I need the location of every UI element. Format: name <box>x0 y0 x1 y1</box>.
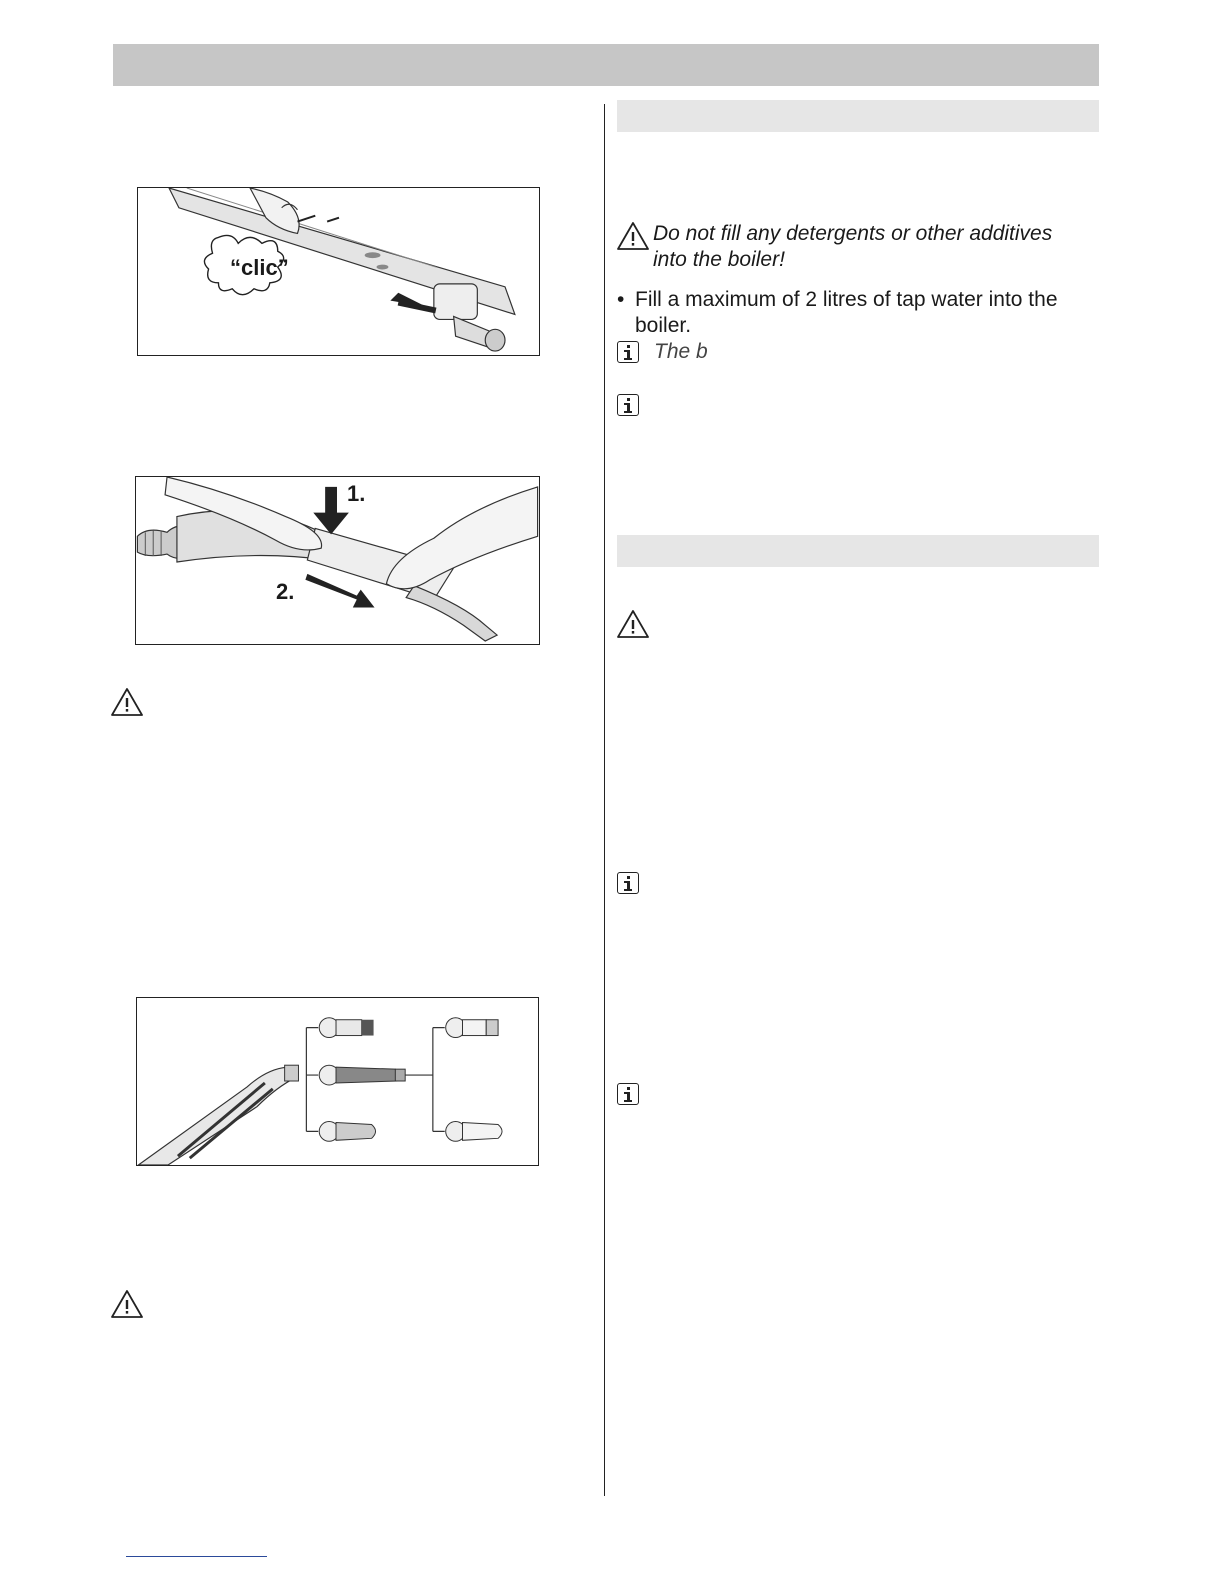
figure-tube-attach-clic <box>137 187 540 356</box>
warning-icon <box>110 1289 144 1319</box>
warning-icon <box>110 687 144 717</box>
tube-attach-illustration <box>138 188 539 355</box>
nozzle-attachments-illustration <box>137 998 538 1165</box>
fill-instruction-line1: Fill a maximum of 2 litres of tap water into the <box>635 288 1058 311</box>
info-icon <box>617 341 639 363</box>
footer-link-underline[interactable] <box>126 1556 267 1557</box>
info-icon <box>617 872 639 894</box>
bullet-marker: • <box>617 288 625 311</box>
step-1-label: 1. <box>347 481 366 506</box>
warning-icon <box>616 609 650 639</box>
figure-nozzle-attachments <box>136 997 539 1166</box>
tube-release-illustration <box>136 477 539 644</box>
step-2-label: 2. <box>276 579 295 604</box>
info-icon <box>617 394 639 416</box>
clic-callout: “clic” <box>230 255 289 280</box>
column-divider <box>604 104 605 1496</box>
section-heading-bar-operation <box>617 535 1099 567</box>
warning-text-line2: into the boiler! <box>653 248 785 271</box>
header-bar <box>113 44 1099 86</box>
info-note-text: The b <box>654 340 708 363</box>
section-heading-bar-filling <box>617 100 1099 132</box>
fill-instruction-line2: boiler. <box>635 314 692 337</box>
warning-text-line1: Do not fill any detergents or other additives <box>653 222 1053 245</box>
info-icon <box>617 1083 639 1105</box>
figure-tube-release-steps <box>135 476 540 645</box>
warning-icon <box>616 221 650 251</box>
